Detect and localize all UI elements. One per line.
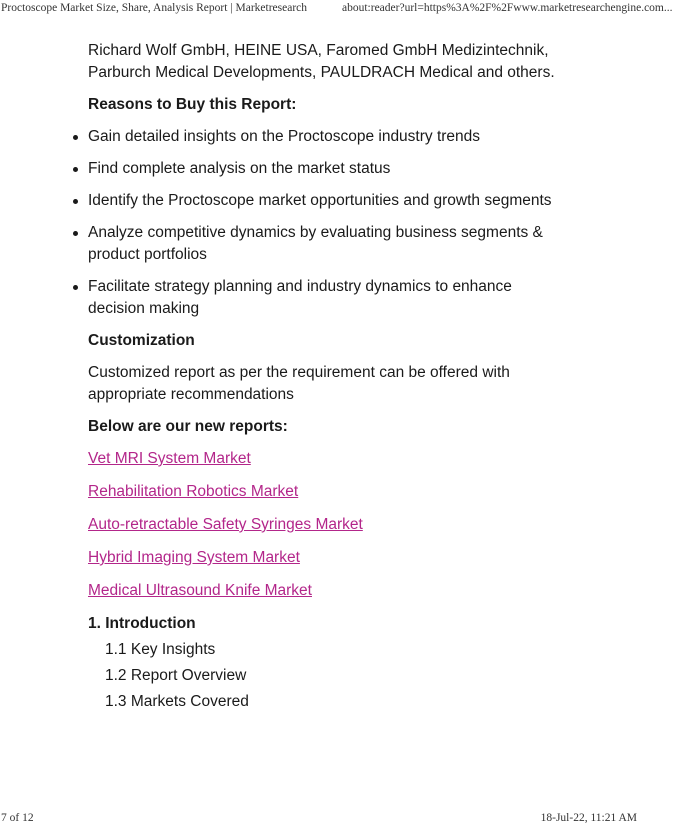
reasons-list: [88, 126, 558, 320]
customization-text: Customized report as per the requirement can be offered with appropriate recommendations: [88, 364, 510, 403]
report-link-rehabilitation-robotics[interactable]: Rehabilitation Robotics Market: [88, 483, 299, 500]
report-link-safety-syringes[interactable]: Auto-retractable Safety Syringes Market: [88, 516, 363, 533]
intro-paragraph: Richard Wolf GmbH, HEINE USA, Faromed GmbH Medizintechnik, Parburch Medical Developments, PAULDRACH Medical and others.: [88, 42, 555, 81]
print-footer: [1, 808, 637, 824]
list-item: Analyze competitive dynamics by evaluating business segments & product portfolios: [88, 222, 558, 266]
article-body: [88, 40, 558, 717]
new-reports-heading: Below are our new reports:: [88, 418, 288, 435]
toc-item: 1.3 Markets Covered: [105, 693, 249, 710]
toc-item: 1.2 Report Overview: [105, 667, 247, 684]
list-item: Identify the Proctoscope market opportunities and growth segments: [88, 190, 558, 212]
report-link-ultrasound-knife[interactable]: Medical Ultrasound Knife Market: [88, 582, 312, 599]
customization-heading: Customization: [88, 332, 195, 349]
reasons-heading: Reasons to Buy this Report:: [88, 96, 297, 113]
toc-heading: 1. Introduction: [88, 615, 196, 632]
report-link-hybrid-imaging[interactable]: Hybrid Imaging System Market: [88, 549, 300, 566]
page-url: about:reader?url=https%3A%2F%2Fwww.marketresearchengine.com...: [342, 2, 673, 14]
report-link-vet-mri[interactable]: Vet MRI System Market: [88, 450, 251, 467]
page-number: 7 of 12: [1, 812, 34, 824]
print-date: 18-Jul-22, 11:21 AM: [540, 812, 637, 824]
toc-item: 1.1 Key Insights: [105, 641, 216, 658]
list-item: Facilitate strategy planning and industry dynamics to enhance decision making: [88, 276, 558, 320]
list-item: Gain detailed insights on the Proctoscope industry trends: [88, 126, 558, 148]
print-header: [1, 2, 673, 18]
page-title: Proctoscope Market Size, Share, Analysis Report | Marketresearch: [1, 2, 308, 14]
list-item: Find complete analysis on the market status: [88, 158, 558, 180]
